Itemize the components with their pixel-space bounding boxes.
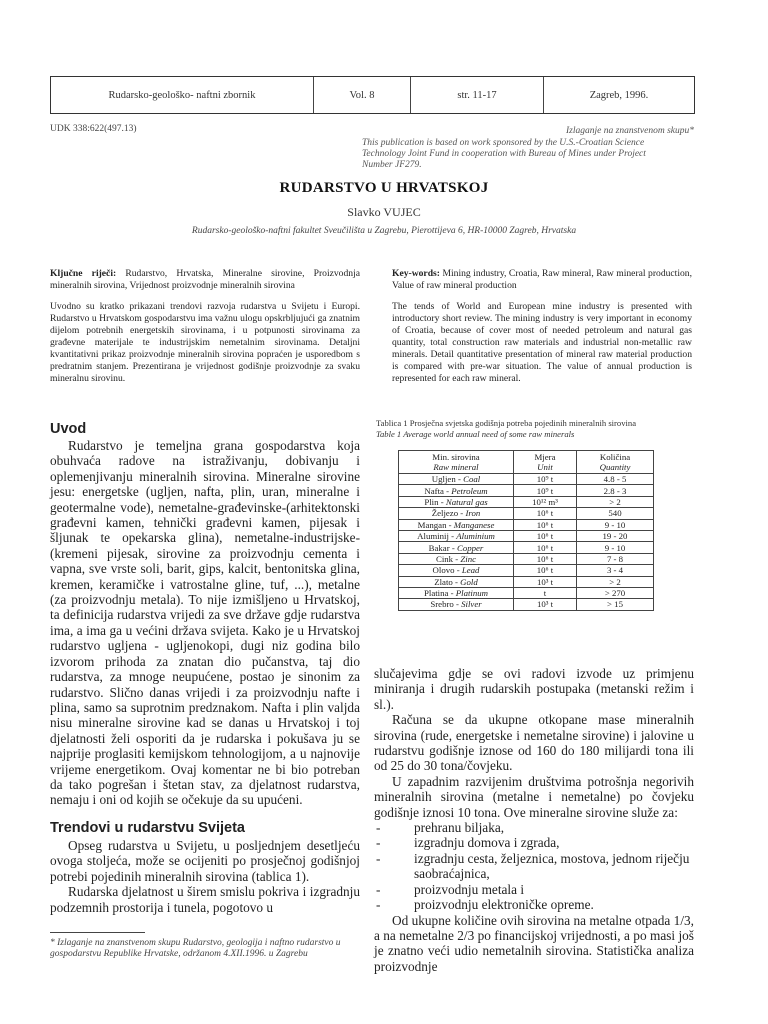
right-paragraph-3: U zapadnim razvijenim društvima potrošnja negorivih mineralnih sirovina (metalne i nemetalne) po čovjeku godišnje iznosi 10 tona. Ove mineralne sirovine služe za:	[374, 773, 694, 820]
uvod-text	[50, 438, 360, 808]
header-unit: Mjera Unit	[514, 451, 577, 474]
header-mineral: Min. sirovina Raw mineral	[399, 451, 514, 474]
abstract-text-hr: Uvodno su kratko prikazani trendovi razvoja rudarstva u Svijetu i Europi. Rudarstvo u Hrvatskom gospodarstvu ima važnu ulogu opskrbljujući ga znatnim dijelom potrebnih energetskih sirovinama, i u potpunosti sirovinama za građevne materijale te industrijskim nemetalnim sirovinama. Detaljni kvantitativni prikaz proizvodnje mineralnih sirovina popraćen je usporedbom s predratnim stanjem. Prezentirana je vrijednost godišnje proizvodnje za svaku mineralnu sirovinu.	[50, 301, 360, 384]
table-caption-hr: Tablica 1 Prosječna svjetska godišnja potreba pojedinih mineralnih sirovina	[376, 418, 637, 428]
raw-minerals-table	[398, 450, 654, 611]
keywords-text-en: Mining industry, Croatia, Raw mineral, Raw mineral production, Value of raw mineral production	[392, 268, 692, 291]
keywords-label-hr: Ključne riječi:	[50, 268, 117, 279]
bullet-list	[374, 820, 694, 912]
trendovi-text	[50, 838, 360, 915]
table-row: Mangan - Manganese 10⁶ t 9 - 10	[399, 519, 654, 530]
table-row: Plin - Natural gas 10¹² m³ > 2	[399, 496, 654, 507]
title-block	[0, 180, 768, 197]
footnote: * Izlaganje na znanstvenom skupu Rudarstvo, geologija i naftno rudarstvo u gospodarstvu Republike Hrvatske, održanom 4.XII.1996. u Zagrebu	[50, 938, 341, 959]
table-row: Željezo - Iron 10⁶ t 540	[399, 508, 654, 519]
list-item: - proizvodnju metala i	[374, 882, 694, 897]
list-item: - izgradnju domova i zgrada,	[374, 835, 694, 850]
table-caption-en: Table 1 Average world annual need of some raw minerals	[376, 429, 575, 439]
table-row: Cink - Zinc 10⁶ t 7 - 8	[399, 553, 654, 564]
abstract-text-en: The tends of World and European mine industry is presented with introductory short review. The mining industry is very important in economy of Croatia, because of cover most of needed petroleum and natural gas quantity, total construction raw materials and industrial non-metallic raw minerals. Detail quantitative presentation of mineral raw material production is compared with pre-war situation. The value of annual production is represented for each raw mineral.	[392, 301, 692, 384]
author: Slavko VUJEC	[347, 205, 421, 219]
publication-note	[362, 126, 694, 137]
right-paragraph-4: Od ukupne količine ovih sirovina na metalne otpada 1/3, a na nemetalne 2/3 po financijskoj vrijednosti, a po masi još je znatno veći udio nemetalnih sirovina. Statistička analiza proizvodnje	[374, 912, 694, 974]
place-date: Zagreb, 1996.	[589, 89, 649, 101]
header-quantity: Količina Quantity	[577, 451, 654, 474]
keywords-en	[392, 268, 692, 292]
section-heading-uvod: Uvod	[50, 421, 87, 437]
journal-name: Rudarsko-geološko- naftni zbornik	[51, 77, 314, 113]
trendovi-paragraph-2: Rudarska djelatnost u širem smislu pokriva i izgradnju podzemnih prostorija i tunela, pogotovo u	[50, 884, 360, 915]
volume: Vol. 8	[314, 77, 411, 113]
section-heading-trendovi: Trendovi u rudarstvu Svijeta	[50, 820, 245, 836]
right-paragraph-2: Računa se da ukupne otkopane mase mineralnih sirovina (rude, energetske i nemetalne sirovine) i jalovine u rudarstvu godišnje iznose od 160 do 180 milijardi tona ili od 25 do 30 tona/čovjeku.	[374, 712, 694, 774]
keywords-hr	[50, 268, 360, 292]
table-caption	[376, 418, 696, 440]
pages: str. 11-17	[411, 77, 544, 113]
note-line-1: Izlaganje na znanstvenom skupu*	[566, 126, 694, 136]
uvod-paragraph: Rudarstvo je temeljna grana gospodarstva koja obuhvaća radove na istraživanju, dobivanju i oplemenjivanju mineralnih sirovina. Mineralne sirovine jesu: energetske (ugljen, nafta, plin, uran, mineralne i geotermalne vode), nemetalne-građevinske-(arhitektonski građevni kamen, tehnički građevni kamen, pijesak i šljunak te opekarska glina), nemetalne-industrijske-(kremeni pijesak, sirovine za proizvodnju cementa i vapna, sve vrste soli, barit, gips, kalcit, bentonitska glina, kremen, keramičke i vatrostalne gline, tuf, ...), metalne (za proizvodnju metala). To nije izmišljeno u Hrvatskoj, ta definicija rudarstva vrijedi za sve države gdje rudarstva ima, a ima ga u većini država svijeta. Kako je u Hrvatskoj rudarstvo ugljena - ugljenokopi, dugi niz godina bilo izvorom prihoda za znatan dio pučanstva, taj dio rudarstva, za mnoge neupućene, postao je sinonim za rudarstvo. Slično danas vrijedi i za proizvodnju nafte i plina, samo sa suprotnim predznakom. Nafta i plin valjda nisu mineralne sirovine kad se danas u Hrvatskoj i toj djelatnosti želi osporiti da je rudarska i pokušava ju se najprije proglasiti kemijskom tehnologijom, a u najnovije vrijeme energetikom. Ovaj komentar ne bi bio potreban da tako pogrešan i štetan stav, za djelatnost rudarstva, nemaju i oni od kojih se očekuje da su upućeni.	[50, 438, 360, 808]
udk-code: UDK 338:622(497.13)	[50, 124, 137, 134]
list-item: - proizvodnju elektroničke opreme.	[374, 897, 694, 912]
right-column-text	[374, 666, 694, 974]
abstract-hr	[50, 268, 360, 385]
table-1	[398, 450, 654, 611]
table-header-row	[399, 451, 654, 474]
paper-title: RUDARSTVO U HRVATSKOJ	[279, 180, 489, 196]
keywords-text-hr: Rudarstvo, Hrvatska, Mineralne sirovine, Proizvodnja mineralnih sirovina, Vrijednost proizvodnje mineralnih sirovina	[50, 268, 360, 291]
keywords-label-en: Key-words:	[392, 268, 440, 279]
table-row: Aluminij - Aluminium 10⁶ t 19 - 20	[399, 530, 654, 541]
trendovi-paragraph-1: Opseg rudarstva u Svijetu, u posljednjem desetljeću ovoga stoljeća, može se ocijeniti po prosječnoj godišnjoj potrebi pojedinih mineralnih sirovina (tablica 1).	[50, 838, 360, 884]
table-row: Nafta - Petroleum 10⁹ t 2.8 - 3	[399, 485, 654, 496]
affiliation: Rudarsko-geološko-naftni fakultet Sveučilišta u Zagrebu, Pierottijeva 6, HR-10000 Zagreb, Hrvatska	[191, 226, 577, 236]
table-row: Bakar - Copper 10⁶ t 9 - 10	[399, 542, 654, 553]
footnote-rule	[50, 932, 145, 933]
list-item: - izgradnju cesta, željeznica, mostova, jednom riječju saobraćajnica,	[374, 851, 694, 882]
table-row: Srebro - Silver 10³ t > 15	[399, 599, 654, 610]
abstract-en	[392, 268, 692, 385]
table-row: Zlato - Gold 10³ t > 2	[399, 576, 654, 587]
list-item: - prehranu biljaka,	[374, 820, 694, 835]
table-row: Ugljen - Coal 10⁹ t 4.8 - 5	[399, 474, 654, 485]
sponsor-note: This publication is based on work sponsored by the U.S.-Croatian Science Technology Joint Fund in cooperation with Bureau of Mines under Project Number JF279.	[362, 138, 646, 170]
right-paragraph-1: slučajevima gdje se ovi radovi izvode uz primjenu miniranja i drugih rudarskih postupaka (metanski režim i sl.).	[374, 666, 694, 712]
journal-header	[50, 76, 695, 114]
table-row: Platina - Platinum t > 270	[399, 587, 654, 598]
table-row: Olovo - Lead 10⁶ t 3 - 4	[399, 565, 654, 576]
